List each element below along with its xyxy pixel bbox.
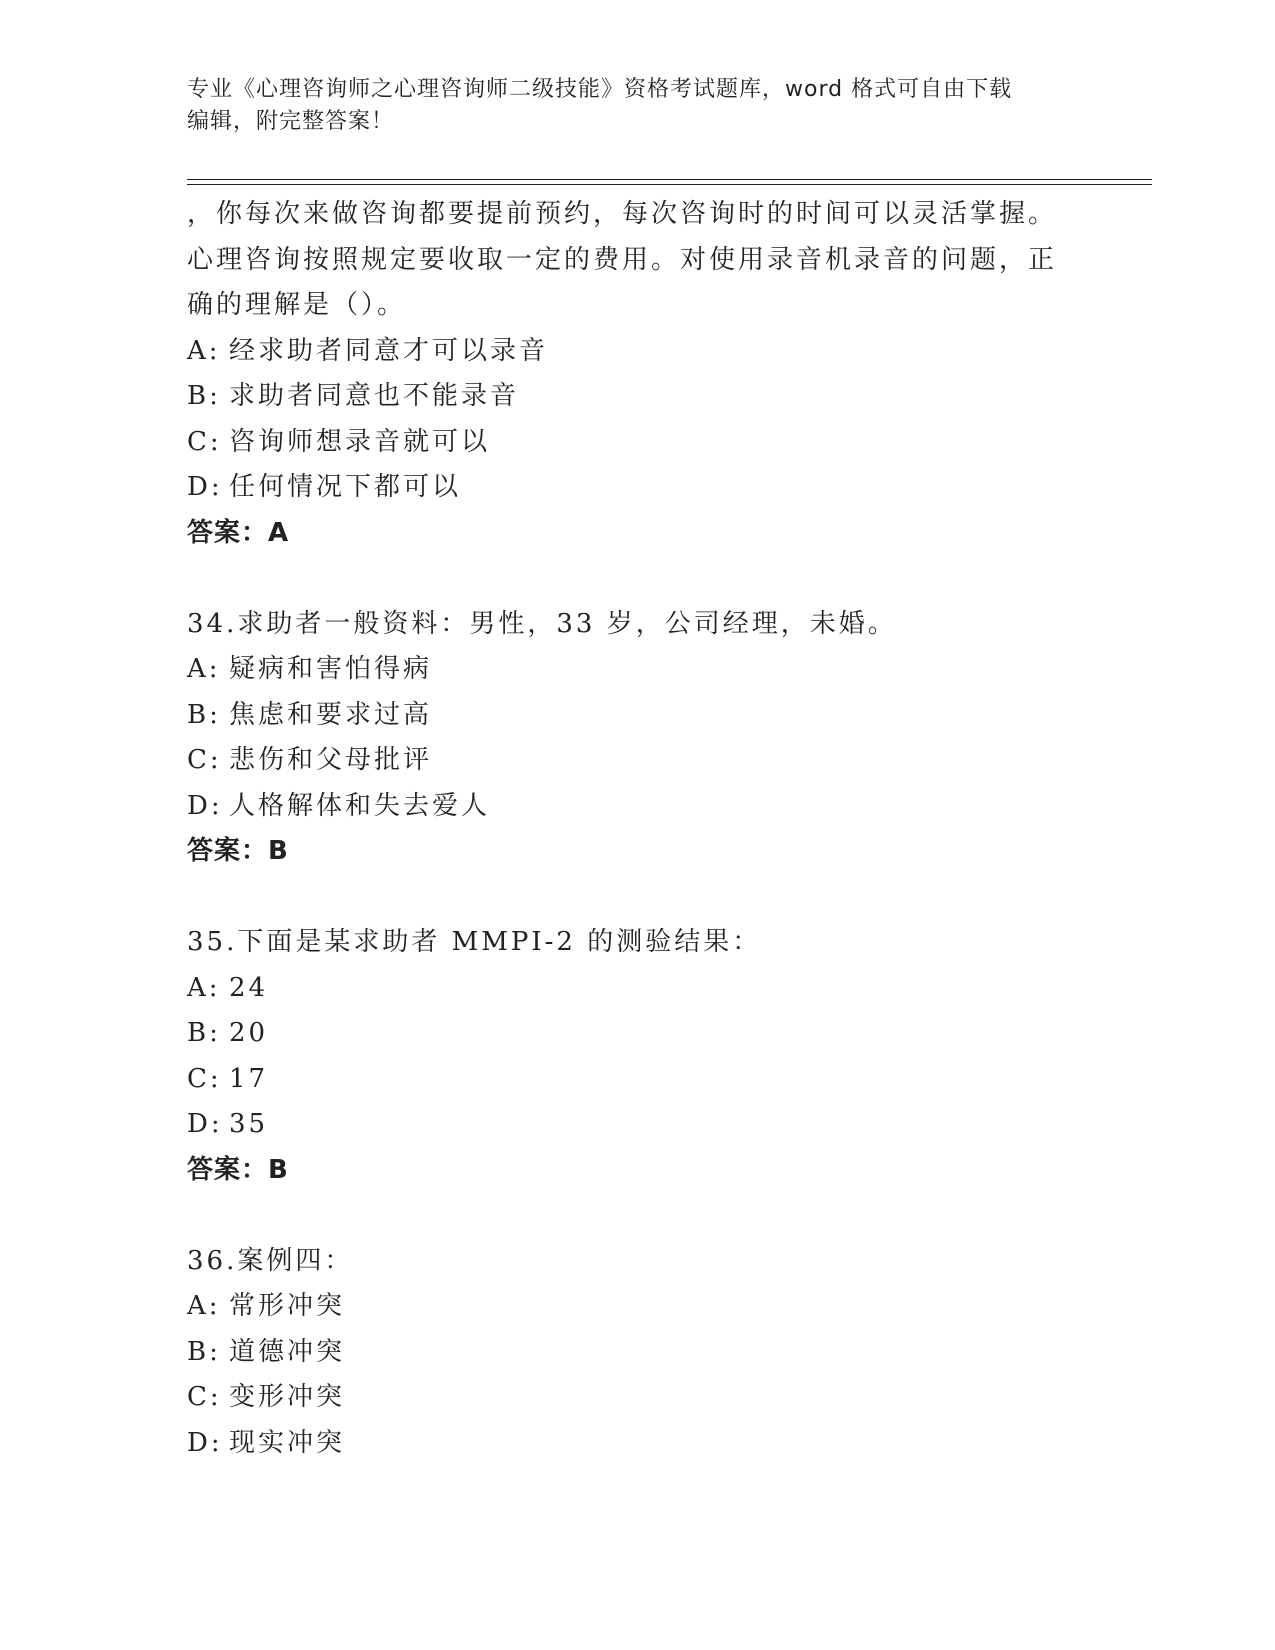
option-letter: C: bbox=[187, 745, 222, 775]
option-letter: B: bbox=[187, 699, 221, 730]
question-list bbox=[187, 192, 1107, 1466]
question-block-34 bbox=[187, 602, 1107, 875]
option-c bbox=[187, 1057, 1107, 1103]
option-text: 现实冲突 bbox=[229, 1427, 346, 1458]
option-text: 经求助者同意才可以录音 bbox=[229, 335, 549, 366]
option-letter: D: bbox=[187, 790, 223, 821]
question-block-36 bbox=[187, 1239, 1107, 1467]
header-divider-bottom bbox=[187, 184, 1152, 185]
option-text: 道德冲突 bbox=[229, 1336, 346, 1367]
option-text: 变形冲突 bbox=[229, 1382, 346, 1412]
answer-label: 答案：B bbox=[187, 1154, 289, 1185]
option-letter: D: bbox=[187, 1109, 223, 1139]
option-letter: C: bbox=[187, 1063, 222, 1094]
header-title-line-1: 专业《心理咨询师之心理咨询师二级技能》资格考试题库，word 格式可自由下载 bbox=[187, 77, 1013, 102]
question-stem-line: 确的理解是（）。 bbox=[187, 290, 407, 320]
option-text: 焦虑和要求过高 bbox=[229, 699, 433, 730]
option-text: 20 bbox=[229, 1018, 269, 1048]
option-text: 35 bbox=[229, 1109, 269, 1139]
option-c bbox=[187, 420, 1107, 466]
option-letter: C: bbox=[187, 426, 222, 457]
option-letter: C: bbox=[187, 1382, 222, 1412]
answer-label: 答案：A bbox=[187, 517, 290, 548]
option-letter: A: bbox=[187, 654, 221, 684]
option-text: 17 bbox=[229, 1063, 269, 1094]
header-title-line-2: 编辑，附完整答案！ bbox=[187, 109, 395, 134]
option-a bbox=[187, 329, 1107, 375]
question-block-35 bbox=[187, 920, 1107, 1193]
option-text: 求助者同意也不能录音 bbox=[229, 381, 520, 411]
option-letter: B: bbox=[187, 381, 221, 411]
option-letter: B: bbox=[187, 1018, 221, 1048]
option-a bbox=[187, 647, 1107, 693]
option-text: 24 bbox=[229, 972, 269, 1003]
option-letter: A: bbox=[187, 335, 221, 366]
option-letter: D: bbox=[187, 472, 223, 502]
option-letter: B: bbox=[187, 1336, 221, 1367]
option-d bbox=[187, 465, 1107, 511]
spacer bbox=[187, 875, 1107, 921]
option-text: 悲伤和父母批评 bbox=[229, 745, 433, 775]
question-stem: 35.下面是某求助者 MMPI-2 的测验结果： bbox=[187, 927, 762, 957]
document-header bbox=[187, 74, 1087, 138]
header-divider-top bbox=[187, 179, 1152, 180]
option-b bbox=[187, 1330, 1107, 1376]
option-c bbox=[187, 738, 1107, 784]
option-c bbox=[187, 1375, 1107, 1421]
question-block-33 bbox=[187, 192, 1107, 556]
option-text: 任何情况下都可以 bbox=[229, 472, 462, 502]
option-text: 咨询师想录音就可以 bbox=[229, 426, 491, 457]
option-letter: A: bbox=[187, 1291, 221, 1321]
spacer bbox=[187, 1193, 1107, 1239]
option-a bbox=[187, 1284, 1107, 1330]
option-text: 疑病和害怕得病 bbox=[229, 654, 433, 684]
answer-label: 答案：B bbox=[187, 836, 289, 866]
question-stem-line: ，你每次来做咨询都要提前预约，每次咨询时的时间可以灵活掌握。 bbox=[187, 199, 1058, 229]
option-d bbox=[187, 1102, 1107, 1148]
option-b bbox=[187, 1011, 1107, 1057]
question-stem-line: 心理咨询按照规定要收取一定的费用。对使用录音机录音的问题，正 bbox=[187, 244, 1058, 275]
option-a bbox=[187, 966, 1107, 1012]
option-b bbox=[187, 374, 1107, 420]
option-text: 常形冲突 bbox=[229, 1291, 346, 1321]
spacer bbox=[187, 556, 1107, 602]
question-stem: 36.案例四： bbox=[187, 1245, 354, 1276]
option-d bbox=[187, 784, 1107, 830]
question-stem: 34.求助者一般资料：男性，33 岁，公司经理，未婚。 bbox=[187, 608, 897, 639]
option-b bbox=[187, 693, 1107, 739]
option-d bbox=[187, 1421, 1107, 1467]
option-text: 人格解体和失去爱人 bbox=[229, 790, 491, 821]
option-letter: A: bbox=[187, 972, 221, 1003]
option-letter: D: bbox=[187, 1427, 223, 1458]
